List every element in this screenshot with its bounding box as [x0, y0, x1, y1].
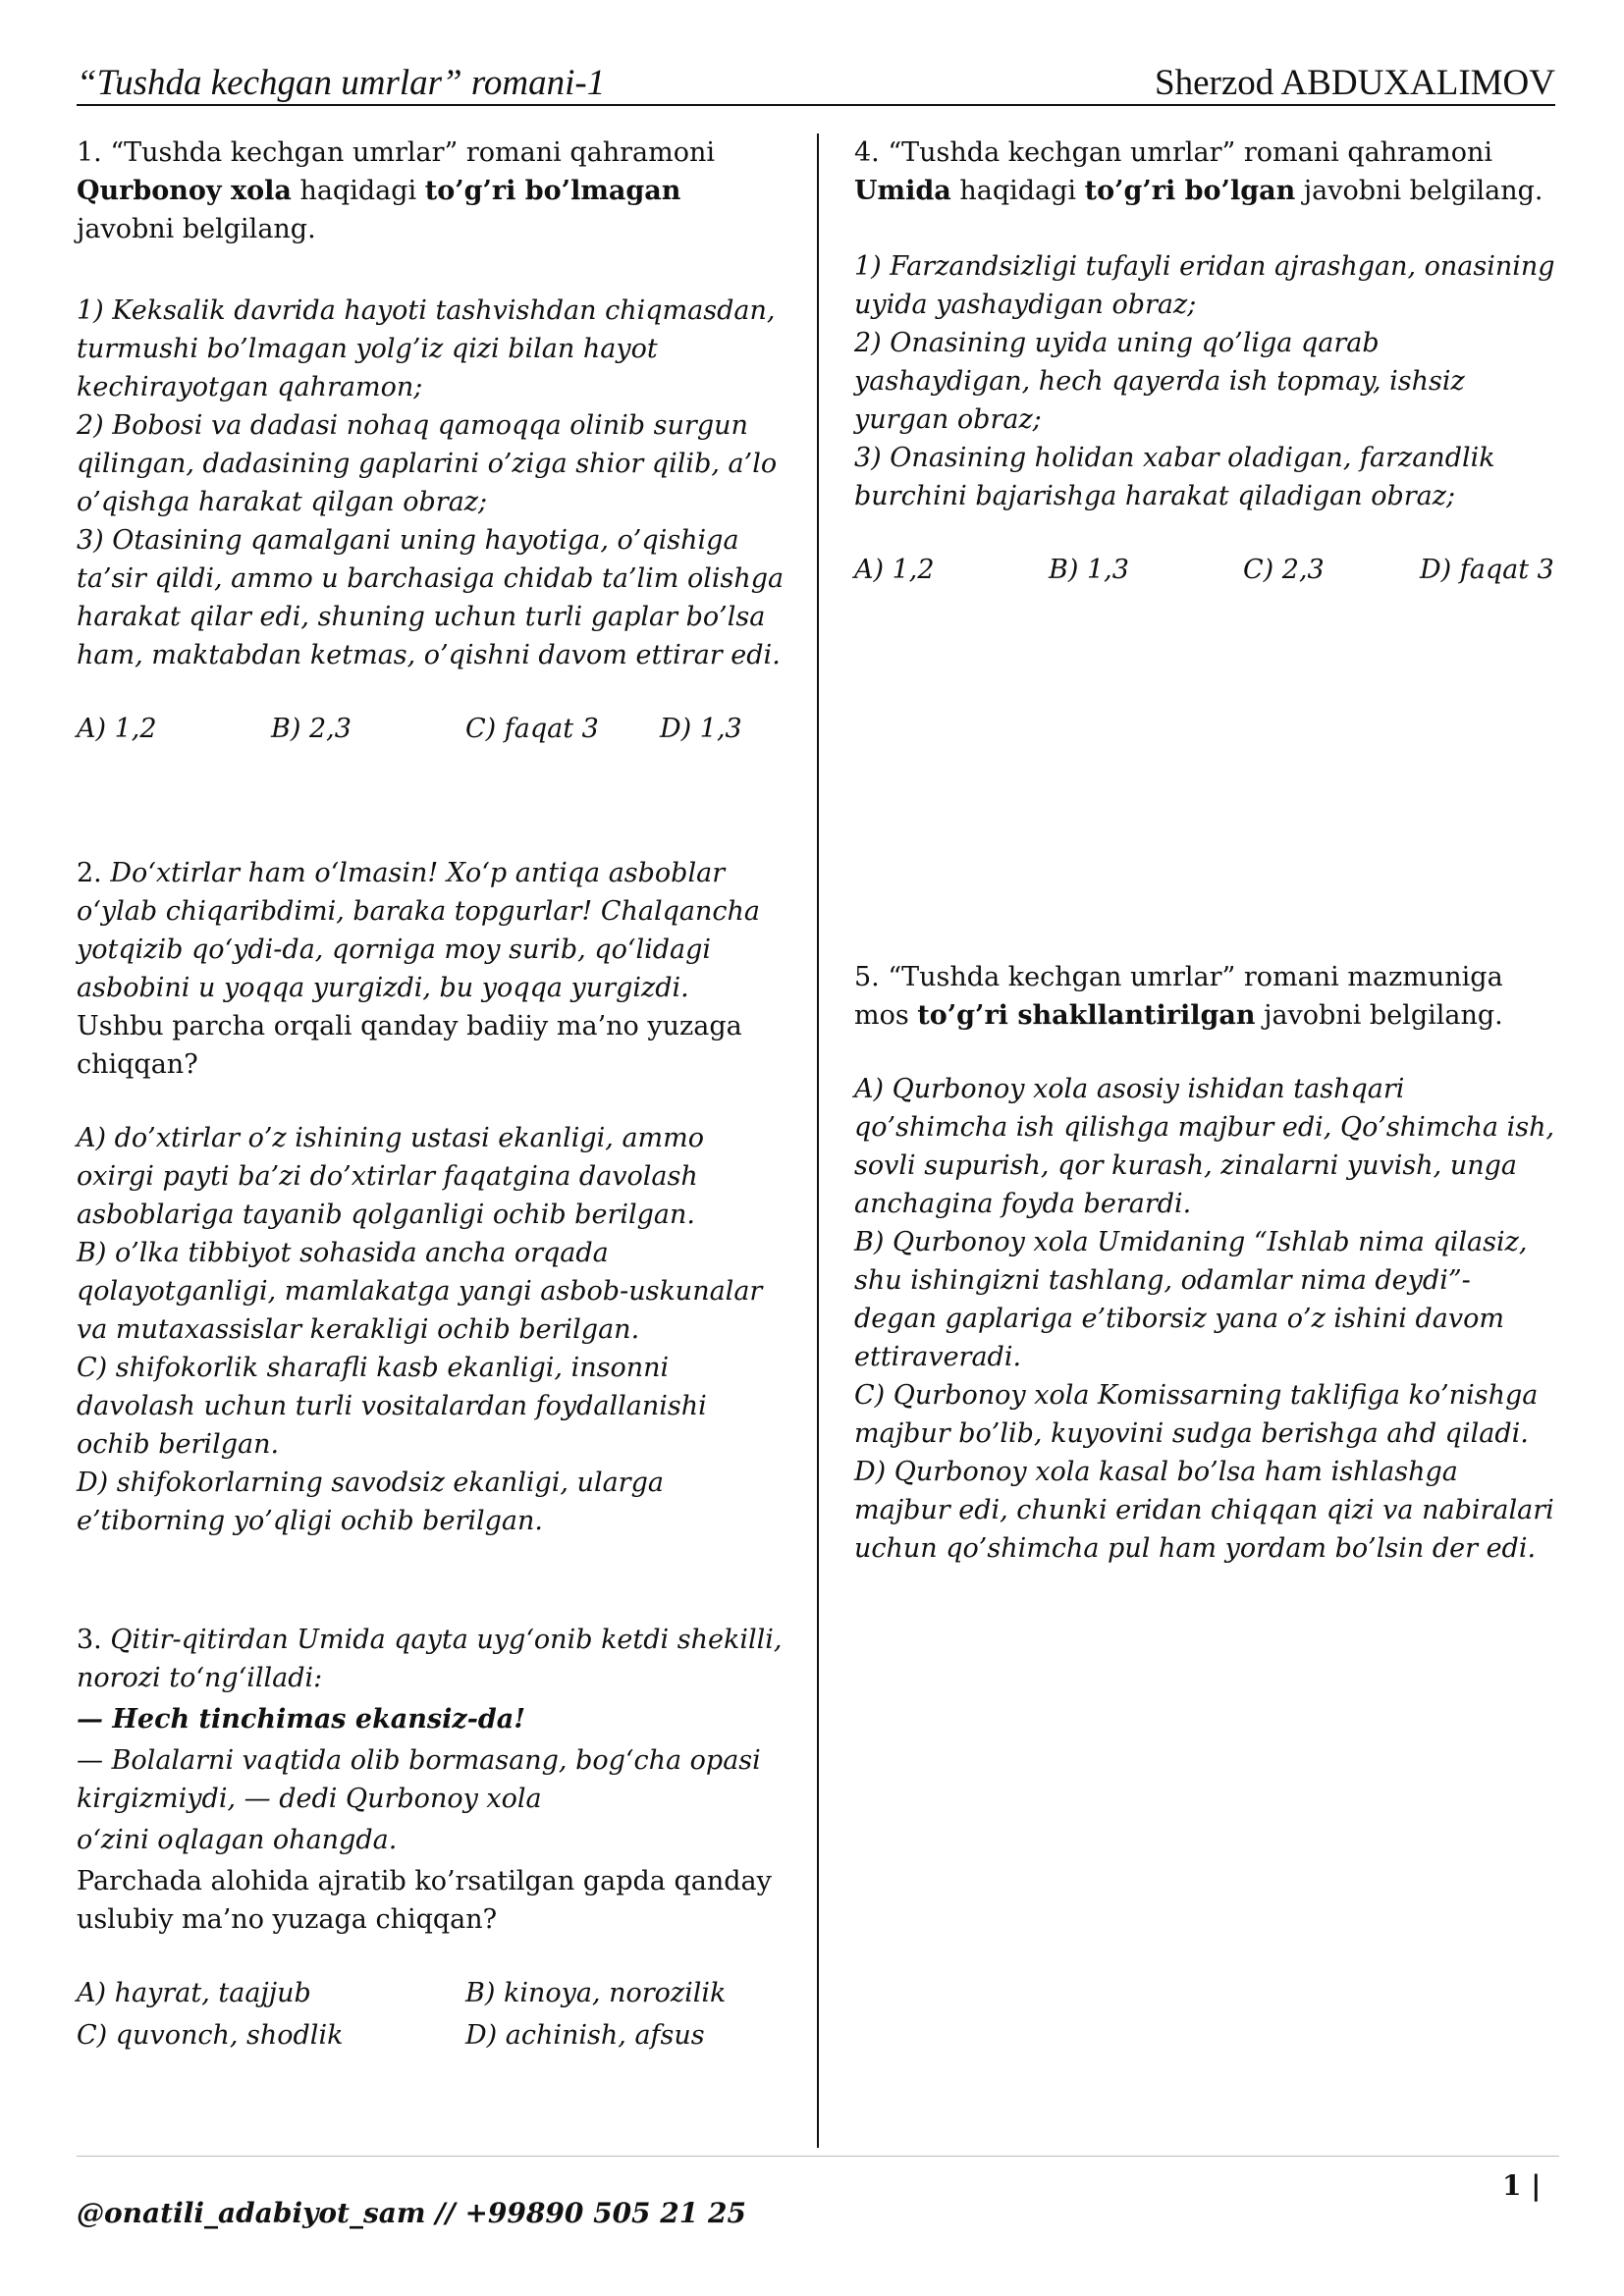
question-2 [77, 854, 785, 1540]
q3-answer-a[interactable]: A) hayrat, taajjub [77, 1978, 311, 2008]
page-header [77, 57, 1555, 106]
q3-answer-d[interactable]: D) achinish, afsus [465, 2020, 705, 2051]
footer-divider [77, 2156, 1559, 2157]
page-number: 1 | [1502, 2169, 1542, 2202]
left-column [77, 133, 785, 2055]
question-5 [854, 958, 1557, 1568]
q3-highlighted-line: — Hech tinchimas ekansiz-da! [77, 1704, 526, 1735]
q3-number: 3. [77, 1625, 111, 1655]
q1-answer-d[interactable]: D) 1,3 [660, 714, 742, 744]
q3-line-1 [77, 1621, 785, 1697]
q1-stem-key: to’g’ri bo’lmagan [424, 176, 681, 206]
q5-option-d[interactable]: D) Qurbonoy xola kasal bo’lsa ham ishlashga majbur edi, chunki eridan chiqqan qizi va nabiralari uchun qo’shimcha pul ham yordam bo’lsin der edi. [854, 1457, 1554, 1564]
q5-stem-pre: 5. “Tushda kechgan umrlar” romani mazmuniga mos [854, 962, 1503, 1031]
q3-answer-b[interactable]: B) kinoya, norozilik [465, 1978, 727, 2008]
q2-number: 2. [77, 858, 111, 888]
footer-contact: @onatili_adabiyot_sam // +99890 505 21 25 [77, 2197, 746, 2229]
question-3 [77, 1621, 785, 2055]
question-1 [77, 133, 785, 748]
question-5-stem [854, 958, 1557, 1035]
q3-answer-c[interactable]: C) quvonch, shodlik [77, 2020, 344, 2051]
q2-option-c[interactable]: C) shifokorlik sharafli kasb ekanligi, insonni davolash uchun turli vositalardan foydallanishi ochib berilgan. [77, 1353, 707, 1460]
q1-stem-name: Qurbonoy xola [77, 176, 292, 206]
q2-excerpt: Do‘xtirlar ham o‘lmasin! Xo‘p antiqa asboblar o‘ylab chiqaribdimi, baraka topgurlar! Chalqancha yotqizib qo‘ydi-da, qorniga moy surib, qo‘lidagi asbobini u yoqqa yurgizdi, bu yoqqa yurgizdi. [77, 858, 760, 1003]
q4-answer-c[interactable]: C) 2,3 [1243, 555, 1325, 585]
q4-stem-key: to’g’ri bo’lgan [1084, 176, 1296, 206]
q5-stem-key: to’g’ri shakllantirilgan [917, 1000, 1256, 1031]
q4-item-3: 3) Onasining holidan xabar oladigan, farzandlik burchini bajarishga harakat qiladigan obraz; [854, 443, 1495, 511]
column-divider [817, 133, 819, 2148]
question-1-stem [77, 133, 785, 248]
q3-question: Parchada alohida ajratib ko’rsatilgan gapda qanday uslubiy ma’no yuzaga chiqqan? [77, 1866, 772, 1935]
q2-question: Ushbu parcha orqali qanday badiiy ma’no yuzaga chiqqan? [77, 1011, 742, 1080]
document-title: “Tushda kechgan umrlar” romani-1 [77, 63, 606, 104]
q4-answer-d[interactable]: D) faqat 3 [1420, 555, 1554, 585]
q2-excerpt-block [77, 854, 785, 1007]
q2-option-d[interactable]: D) shifokorlarning savodsiz ekanligi, ularga e’tiborning yo’qligi ochib berilgan. [77, 1468, 664, 1536]
q1-answer-c[interactable]: C) faqat 3 [465, 714, 599, 744]
question-4-stem [854, 133, 1557, 210]
q4-answer-b[interactable]: B) 1,3 [1049, 555, 1129, 585]
q4-stem-name: Umida [854, 176, 951, 206]
q4-answer-a[interactable]: A) 1,2 [854, 555, 935, 585]
q4-stem-pre: 4. “Tushda kechgan umrlar” romani qahramoni [854, 137, 1493, 168]
right-column [854, 133, 1557, 1568]
q1-answer-a[interactable]: A) 1,2 [77, 714, 157, 744]
q3-line-4: o‘zini oqlagan ohangda. [77, 1825, 398, 1855]
q2-option-a[interactable]: A) do’xtirlar o’z ishining ustasi ekanligi, ammo oxirgi payti ba’zi do’xtirlar faqatgina davolash asboblariga tayanib qolganligi ochib berilgan. [77, 1123, 705, 1230]
q1-answer-b[interactable]: B) 2,3 [271, 714, 352, 744]
q4-stem-post: javobni belgilang. [1295, 176, 1543, 206]
q1-stem-mid: haqidagi [291, 176, 425, 206]
q2-option-b[interactable]: B) o’lka tibbiyot sohasida ancha orqada qolayotganligi, mamlakatga yangi asbob-uskunalar va mutaxassislar kerakligi ochib berilgan. [77, 1238, 763, 1345]
q1-item-3: 3) Otasining qamalgani uning hayotiga, o’qishiga ta’sir qildi, ammo u barchasiga chidab ta’lim olishga harakat qilar edi, shuning uchun turli gaplar bo’lsa ham, maktabdan ketmas, o’qishni davom ettirar edi. [77, 525, 785, 670]
q4-answers [854, 551, 1557, 589]
q1-stem-pre: 1. “Tushda kechgan umrlar” romani qahramoni [77, 137, 716, 168]
question-4 [854, 133, 1557, 589]
q1-answers [77, 710, 785, 748]
q1-item-2: 2) Bobosi va dadasi nohaq qamoqqa olinib surgun qilingan, dadasining gaplarini o’ziga shior qilib, a’lo o’qishga harakat qilgan obraz; [77, 410, 778, 517]
author-name: Sherzod ABDUXALIMOV [1155, 63, 1555, 104]
q1-stem-post: javobni belgilang. [77, 214, 316, 244]
q3-answers [77, 1974, 785, 2055]
q3-line-3: — Bolalarni vaqtida olib bormasang, bog‘cha opasi kirgizmiydi, — dedi Qurbonoy xola [77, 1745, 761, 1814]
q3-line-1-text: Qitir-qitirdan Umida qayta uyg‘onib ketdi shekilli, norozi to‘ng‘illadi: [77, 1625, 783, 1693]
q1-item-1: 1) Keksalik davrida hayoti tashvishdan chiqmasdan, turmushi bo’lmagan yolg’iz qizi bilan hayot kechirayotgan qahramon; [77, 295, 776, 402]
q4-item-2: 2) Onasining uyida uning qo’liga qarab yashaydigan, hech qayerda ish topmay, ishsiz yurgan obraz; [854, 328, 1465, 435]
q5-option-c[interactable]: C) Qurbonoy xola Komissarning taklifiga ko’nishga majbur bo’lib, kuyovini sudga berishga ahd qiladi. [854, 1380, 1539, 1449]
q5-option-a[interactable]: A) Qurbonoy xola asosiy ishidan tashqari qo’shimcha ish qilishga majbur edi, Qo’shimcha ish, sovli supurish, qor kurash, zinalarni yuvish, unga anchagina foyda berardi. [854, 1074, 1555, 1219]
q4-stem-mid: haqidagi [950, 176, 1085, 206]
q5-stem-post: javobni belgilang. [1255, 1000, 1503, 1031]
q4-item-1: 1) Farzandsizligi tufayli eridan ajrashgan, onasining uyida yashaydigan obraz; [854, 251, 1555, 320]
q5-option-b[interactable]: B) Qurbonoy xola Umidaning “Ishlab nima qilasiz, shu ishingizni tashlang, odamlar nima deydi”- degan gaplariga e’tiborsiz yana o’z ishini davom ettiraveradi. [854, 1227, 1528, 1372]
